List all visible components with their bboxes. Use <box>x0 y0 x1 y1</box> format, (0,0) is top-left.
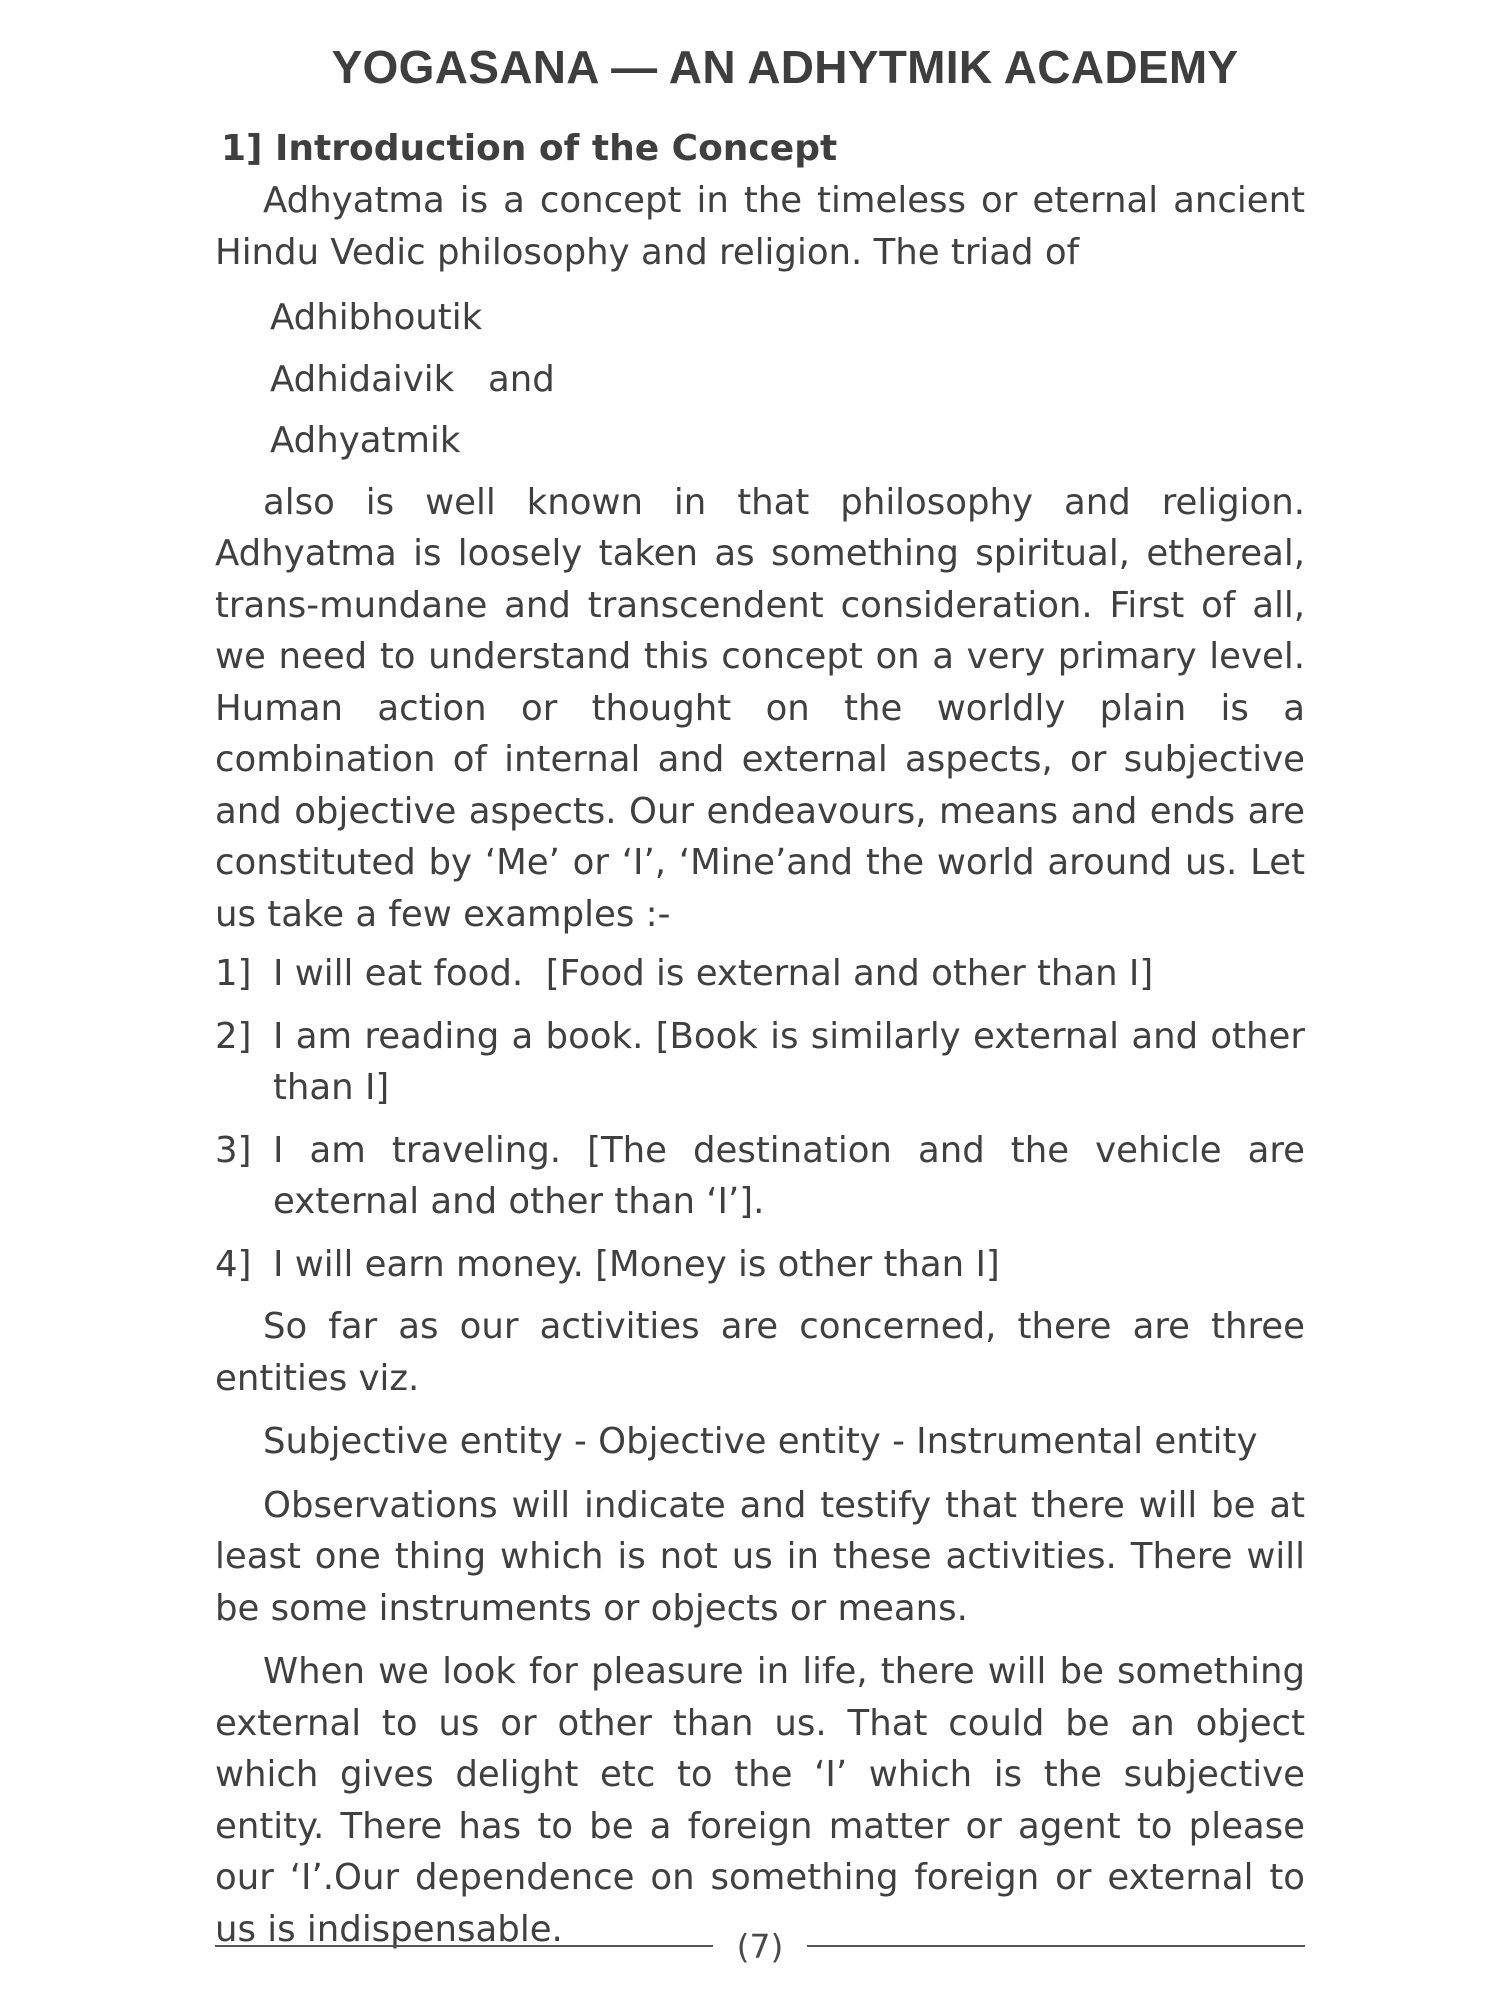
observations-paragraph: Observations will indicate and testify that there will be at least one thing which is not us in these activities. There will be some instruments or objects or means. <box>215 1484 1305 1629</box>
section-heading: 1] Introduction of the Concept <box>221 128 838 169</box>
example-item <box>215 948 1305 1000</box>
footer-rule-left <box>215 1945 713 1947</box>
example-item <box>215 1125 1305 1228</box>
examples-list <box>215 948 1305 1290</box>
example-number: 1] <box>215 953 252 994</box>
example-number: 3] <box>215 1129 252 1171</box>
after-triad-paragraph: also is well known in that philosophy and religion. Adhyatma is loosely taken as something spiritual, ethereal, trans-mundane and transcendent consideration. First of all, we need to understand this concept on a very primary level. Human action or thought on the worldly plain is a combination of internal and external aspects, or subjective and objective aspects. Our endeavours, means and ends are constituted by ‘Me’ or ‘I’, ‘Mine’and the world around us. Let us take a few examples :- <box>215 481 1305 935</box>
example-number: 2] <box>215 1015 252 1057</box>
page-footer <box>215 1916 1305 1976</box>
example-text: I will eat food. [Food is external and other than I] <box>273 953 1154 994</box>
example-text: I am traveling. [The destination and the vehicle are external and other than ‘I’]. <box>273 1129 1305 1222</box>
page-title: YOGASANA — AN ADHYTMIK ACADEMY <box>331 41 1239 93</box>
example-number: 4] <box>215 1243 252 1285</box>
example-text: I am reading a book. [Book is similarly external and other than I] <box>273 1015 1305 1108</box>
page-number: (7) <box>736 1926 784 1966</box>
intro-paragraph: Adhyatma is a concept in the timeless or eternal ancient Hindu Vedic philosophy and religion. The triad of <box>215 180 1305 273</box>
example-item <box>215 1239 1305 1291</box>
triad-item: Adhyatmik <box>270 420 461 461</box>
triad-list <box>215 292 1305 467</box>
example-text: I will earn money. [Money is other than I] <box>273 1243 1000 1285</box>
page-content <box>215 40 1305 1955</box>
entities-line: Subjective entity - Objective entity - Instrumental entity <box>263 1421 1258 1462</box>
activities-paragraph: So far as our activities are concerned, there are three entities viz. <box>215 1306 1305 1399</box>
pleasure-paragraph: When we look for pleasure in life, there will be something external to us or other than us. That could be an object which gives delight etc to the ‘I’ which is the subjective entity. There has to be a foreign matter or agent to please our ‘I’.Our dependence on something foreign or external to us is indispensable. <box>215 1651 1305 1950</box>
triad-item: Adhidaivik and <box>270 358 555 400</box>
example-item <box>215 1011 1305 1114</box>
footer-rule-right <box>807 1945 1305 1947</box>
triad-item: Adhibhoutik <box>270 297 483 338</box>
